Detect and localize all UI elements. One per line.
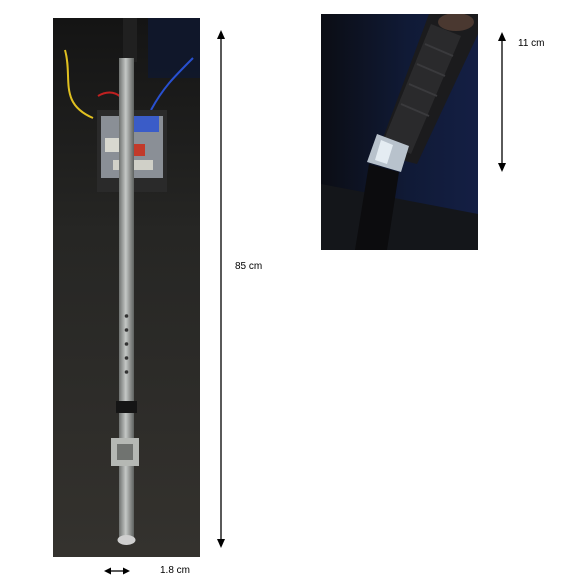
handle-closeup-illustration (321, 14, 478, 250)
handle-closeup-photo (321, 14, 478, 250)
handle-length-label: 11 cm (518, 38, 545, 49)
cane-full-photo (53, 18, 200, 557)
height-label: 85 cm (235, 261, 263, 272)
diameter-arrow (104, 566, 130, 576)
diameter-label: 1.8 cm (160, 565, 191, 576)
handle-length-arrow (495, 32, 509, 172)
height-arrow (214, 30, 228, 548)
cane-full-illustration (53, 18, 200, 557)
